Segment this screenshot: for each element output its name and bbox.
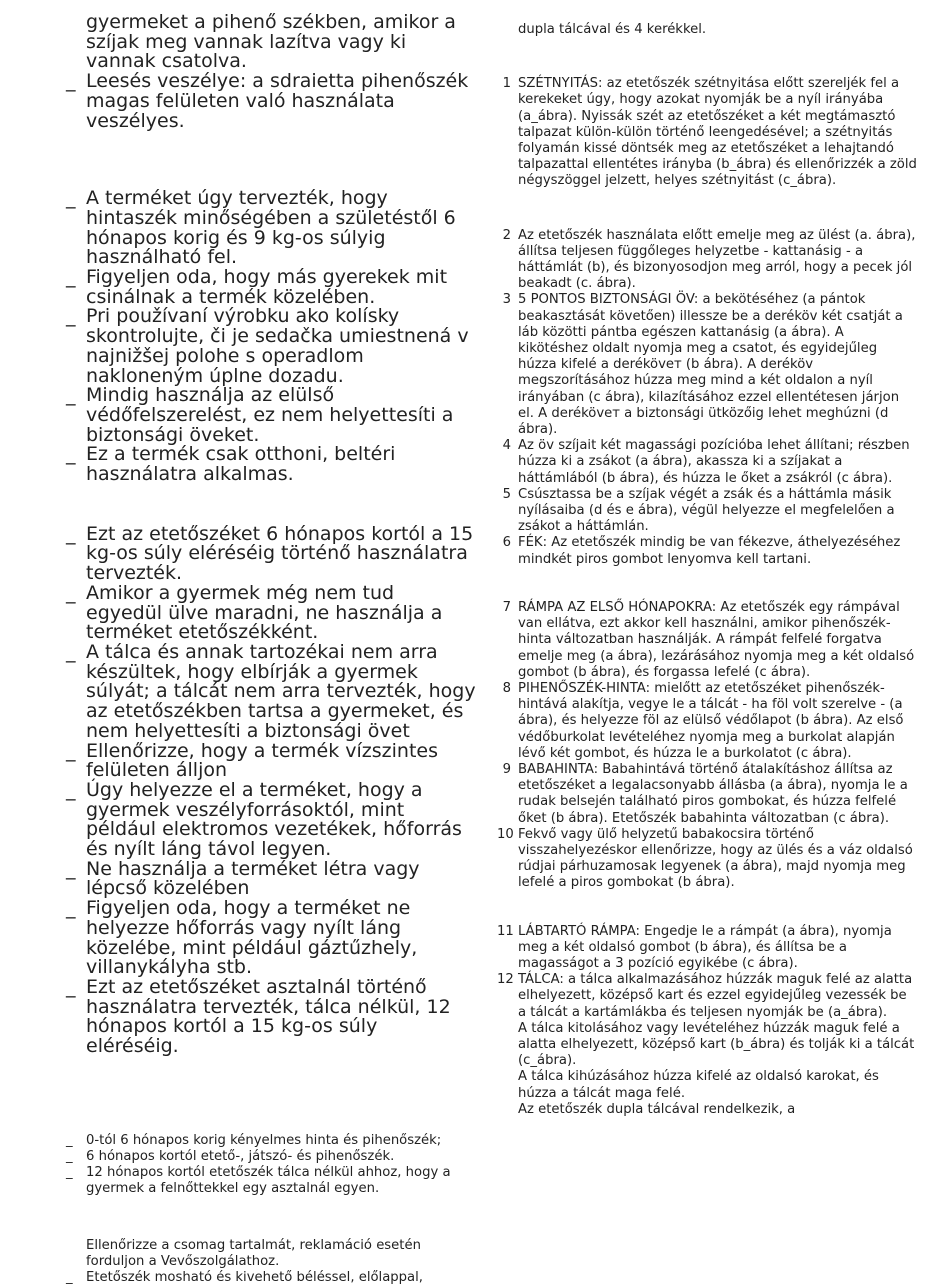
- item-number: 3: [502, 292, 511, 308]
- bullet-marker: _: [66, 739, 76, 762]
- instruction-text: PIHENŐSZÉK-HINTA: mielőtt az etetőszéket pihenőszék-hintává alakítja, vegye le a tálcát - ha föl volt szerelve - (a ábra), és helyezze föl az elülső védőlapot (b ábra). Az első védőburkolat levételéhez nyomja meg a burkolat alapján lévő két gombot, és húzza le a burkolatot (c ábra).: [518, 680, 904, 761]
- list-item: [66, 640, 476, 742]
- bullet-marker: _: [66, 443, 76, 466]
- list-item: [66, 1270, 476, 1286]
- bullet-marker: _: [66, 522, 76, 545]
- instruction-text: LÁBTARTÓ RÁMPA: Engedje le a rámpát (a ábra), nyomja meg a két oldalsó gombot (b ábra), és állítsa be a magasságot a 3 pozíció egyikébe (c ábra).: [518, 923, 892, 971]
- right-column: [497, 22, 917, 1118]
- item-number: 8: [502, 680, 511, 696]
- paragraph-text: Etetőszék mosható és kivehető béléssel, előlappal,: [86, 1269, 423, 1285]
- instruction-item: [497, 76, 917, 189]
- item-number: 12: [497, 972, 514, 988]
- instruction-item: [497, 827, 917, 892]
- paragraph-text: A tálca és annak tartozékai nem arra készültek, hogy elbírják a gyermek súlyát; a tálcát nem arra tervezték, hogy az etetőszékben tartsa a gyermeket, és nem helyettesíti a biztonsági övet: [86, 640, 476, 742]
- list-item: [66, 1149, 476, 1165]
- list-item: [66, 13, 476, 72]
- left-column: [66, 13, 476, 1286]
- instruction-continuation: A tálca kitolásához vagy levételéhez húzzák maguk felé a alatta elhelyezett, középső kart (b_ábra) és tolják ki a tálcát (c_ábra).: [518, 1020, 915, 1069]
- bullet-marker: _: [66, 1269, 73, 1285]
- paragraph-text: Ezt az etetőszéket 6 hónapos kortól a 15 kg-os súly eléréséig történő használatra tervezték.: [86, 522, 474, 585]
- instruction-text: Az öv szíjait két magassági pozícióba lehet állítani; részben húzza ki a zsákot (a ábra), akassza ki a szíjakat a háttámlából (b ábra), és húzza le őket a zsákról (c ábra).: [518, 438, 910, 486]
- paragraph-text: Ez a termék csak otthoni, beltéri használatra alkalmas.: [86, 443, 396, 486]
- list-item: [66, 899, 476, 978]
- instructions-group-1: [497, 76, 917, 189]
- list-item: [66, 386, 476, 445]
- continuation-line: dupla tálcával és 4 kerékkel.: [518, 22, 707, 37]
- paragraph-text: Amikor a gyermek még nem tud egyedül ülve maradni, ne használja a terméket etetőszékként.: [86, 581, 443, 644]
- list-item: [66, 739, 476, 782]
- bullet-marker: _: [66, 1148, 73, 1164]
- item-number: 10: [497, 826, 514, 842]
- list-item: [66, 522, 476, 585]
- list-item: [66, 778, 476, 861]
- list-item: [66, 1238, 476, 1270]
- instruction-item: [497, 972, 917, 1021]
- paragraph-text: 12 hónapos kortól etetőszék tálca nélkül ahhoz, hogy a gyermek a felnőttekkel egy asztalnál egyen.: [86, 1165, 451, 1197]
- bullet-marker: _: [66, 70, 76, 93]
- paragraph-text: Ezt az etetőszéket asztalnál történő használatra tervezték, tálca nélkül, 12 hónapos kortól a 15 kg-os súly eléréséig.: [86, 975, 451, 1058]
- item-number: 7: [502, 599, 511, 615]
- bullet-marker: _: [66, 897, 76, 920]
- intro-group: [66, 13, 476, 131]
- bullet-marker: _: [66, 1132, 73, 1148]
- paragraph-text: Leesés veszélye: a sdraietta pihenőszék magas felületen való használata veszélyes.: [86, 70, 469, 132]
- item-number: 11: [497, 923, 514, 939]
- bullet-marker: _: [66, 187, 76, 210]
- instructions-group-4: [497, 924, 917, 1118]
- bullet-marker: _: [66, 975, 76, 998]
- bullet-marker: _: [66, 305, 76, 328]
- list-item: [66, 72, 476, 131]
- instructions-group-2: [497, 228, 917, 568]
- paragraph-text: A terméket úgy tervezték, hogy hintaszék minőségében a születéstől 6 hónapos korig és 9 kg-os súlyig használható fel.: [86, 187, 456, 269]
- bullet-marker: _: [66, 1165, 73, 1181]
- list-item: [66, 1133, 476, 1149]
- instruction-item: [497, 438, 917, 487]
- paragraph-text: gyermeket a pihenő székben, amikor a szíjak meg vannak lazítva vagy ki vannak csatolva.: [86, 11, 456, 73]
- bullet-marker: _: [66, 640, 76, 663]
- paragraph-text: Ellenőrizze a csomag tartalmát, reklamáció esetén forduljon a Vevőszolgálathoz.: [86, 1237, 421, 1269]
- paragraph-text: Úgy helyezze el a terméket, hogy a gyermek veszélyforrásoktól, mint például elektromos vezetékek, hőforrás és nyílt láng távol legyen.: [86, 778, 462, 861]
- instruction-item: [497, 924, 917, 973]
- item-number: 2: [502, 227, 511, 243]
- package-contents: [66, 1238, 476, 1286]
- instruction-continuation: A tálca kihúzásához húzza kifelé az oldalsó karokat, és húzza a tálcát maga felé.: [518, 1069, 879, 1101]
- instruction-continuation: Az etetőszék dupla tálcával rendelkezik, a: [518, 1101, 796, 1117]
- paragraph-text: Ne használja a terméket létra vagy lépcső közelében: [86, 857, 420, 900]
- paragraph-text: Figyeljen oda, hogy a terméket ne helyezze hőforrás vagy nyílt láng közelébe, mint például gáztűzhely, villanykályha stb.: [86, 897, 418, 979]
- instruction-item: [497, 681, 917, 762]
- instruction-text: RÁMPA AZ ELSŐ HÓNAPOKRA: Az etetőszék egy rámpával van ellátva, ezt akkor kell használni, amikor pihenőszék-hinta változatban használják. A rámpát felfelé forgatva emelje meg (a ábra), lezárásához nyomja meg a két oldalsó gombot (b ábra), és forgassa lefelé (c ábra).: [518, 599, 915, 680]
- instruction-text: FÉK: Az etetőszék mindig be van fékezve, áthelyezéséhez mindkét piros gombot lenyomva kell tartani.: [518, 535, 901, 567]
- instruction-item: [497, 600, 917, 681]
- list-item: [66, 189, 476, 268]
- instruction-item: [497, 762, 917, 827]
- item-number: 4: [502, 438, 511, 454]
- paragraph-text: Ellenőrizze, hogy a termék vízszintes felületen álljon: [86, 739, 439, 782]
- instruction-text: Csúsztassa be a szíjak végét a zsák és a háttámla másik nyílásaiba (d és e ábra), végül helyezze el megfelelően a zsákot a háttámlán.: [518, 486, 895, 535]
- instruction-text: Az etetőszék használata előtt emelje meg az ülést (a. ábra), állítsa teljesen függőleges helyzetbe - kattanásig - a háttámlát (b), és bizonyosodjon meg arról, hogy a pecek jól beakadt (c. ábra).: [518, 227, 916, 292]
- instruction-text: SZÉTNYITÁS: az etetőszék szétnyitása előtt szereljék fel a kerekeket úgy, hogy azokat nyomják be a nyíl irányába (a_ábra). Nyissák szét az etetőszéket a két megtámasztó talpazat külön-külön történő leengedésével; a szétnyitás folyamán kissé döntsék meg az etetőszéket a lehajtandó talpazattal ellentétes irányba (b_ábra) és ellenőrizzék a zöld négyszöggel jelzett, helyes szétnyitást (c_ábra).: [518, 76, 917, 189]
- list-item: [66, 1165, 476, 1197]
- bullet-marker: _: [66, 581, 76, 604]
- paragraph-text: Mindig használja az elülső védőfelszerelést, ez nem helyettesíti a biztonsági öveket.: [86, 384, 454, 446]
- list-item: [66, 857, 476, 900]
- item-number: 6: [502, 535, 511, 551]
- item-number: 5: [502, 486, 511, 502]
- list-item: [66, 307, 476, 386]
- bullet-marker: _: [66, 857, 76, 880]
- warnings-group-3: [66, 522, 476, 1058]
- list-item: [66, 581, 476, 644]
- list-item: [66, 975, 476, 1058]
- item-number: 1: [502, 76, 511, 92]
- bullet-marker: _: [66, 384, 76, 407]
- instructions-group-3: [497, 600, 917, 892]
- instruction-item: [497, 535, 917, 567]
- bullet-marker: _: [66, 778, 76, 801]
- instruction-item: [497, 292, 917, 438]
- instruction-text: BABAHINTA: Babahintává történő átalakításhoz állítsa az etetőszéket a legalacsonyabb állásba (a ábra), nyomja le a rudak belsején található piros gombokat, és húzza felfelé őket (b ábra). Etetőszék babahinta változatban (c ábra).: [518, 761, 908, 826]
- paragraph-text: 6 hónapos kortól etető-, játszó- és pihenőszék.: [86, 1148, 395, 1164]
- instruction-item: [497, 228, 917, 293]
- item-number: 9: [502, 761, 511, 777]
- instruction-text: 5 PONTOS BIZTONSÁGI ÖV: a bekötéséhez (a pántok beakasztását követően) illessze be a deréköv két csatját a láb közötti pántba egészen kattanásig (a ábra). A kikötéshez oldalt nyomja meg a csatot, és egyidejűleg húzza kifelé a deréköveт (b ábra). A deréköv megszorításához húzza meg mind a két oldalon a nyíl irányában (c ábra), kilazításához ezzel ellentétesen járjon el. A deréköveт a biztonsági ütközőig lehet meghúzni (d ábra).: [518, 292, 903, 438]
- instruction-text: TÁLCA: a tálca alkalmazásához húzzák maguk felé az alatta elhelyezett, középső kart és ezzel egyidejűleg vezessék be a tálcát a kartámlákba és teljesen nyomják be (a_ábra).: [518, 972, 913, 1020]
- warnings-group-2: [66, 189, 476, 485]
- paragraph-text: Pri používaní výrobku ako kolísky skontrolujte, či je sedačka umiestnená v najnižšej polohe s operadlom nakloneným úplne dozadu.: [86, 305, 469, 387]
- bullet-marker: _: [66, 266, 76, 289]
- paragraph-text: Figyeljen oda, hogy más gyerekek mit csinálnak a termék közelében.: [86, 266, 448, 308]
- uses-list: [66, 1133, 476, 1198]
- list-item: [66, 445, 476, 484]
- instruction-item: [497, 487, 917, 536]
- paragraph-text: 0-tól 6 hónapos korig kényelmes hinta és pihenőszék;: [86, 1132, 442, 1148]
- list-item: [66, 268, 476, 307]
- instruction-text: Fekvő vagy ülő helyzetű babakocsira történő visszahelyezéskor ellenőrizze, hogy az ülés és a váz oldalsó rúdjai párhuzamosak legyenek (a ábra), majd nyomja meg lefelé a piros gombokat (b ábra).: [518, 826, 913, 891]
